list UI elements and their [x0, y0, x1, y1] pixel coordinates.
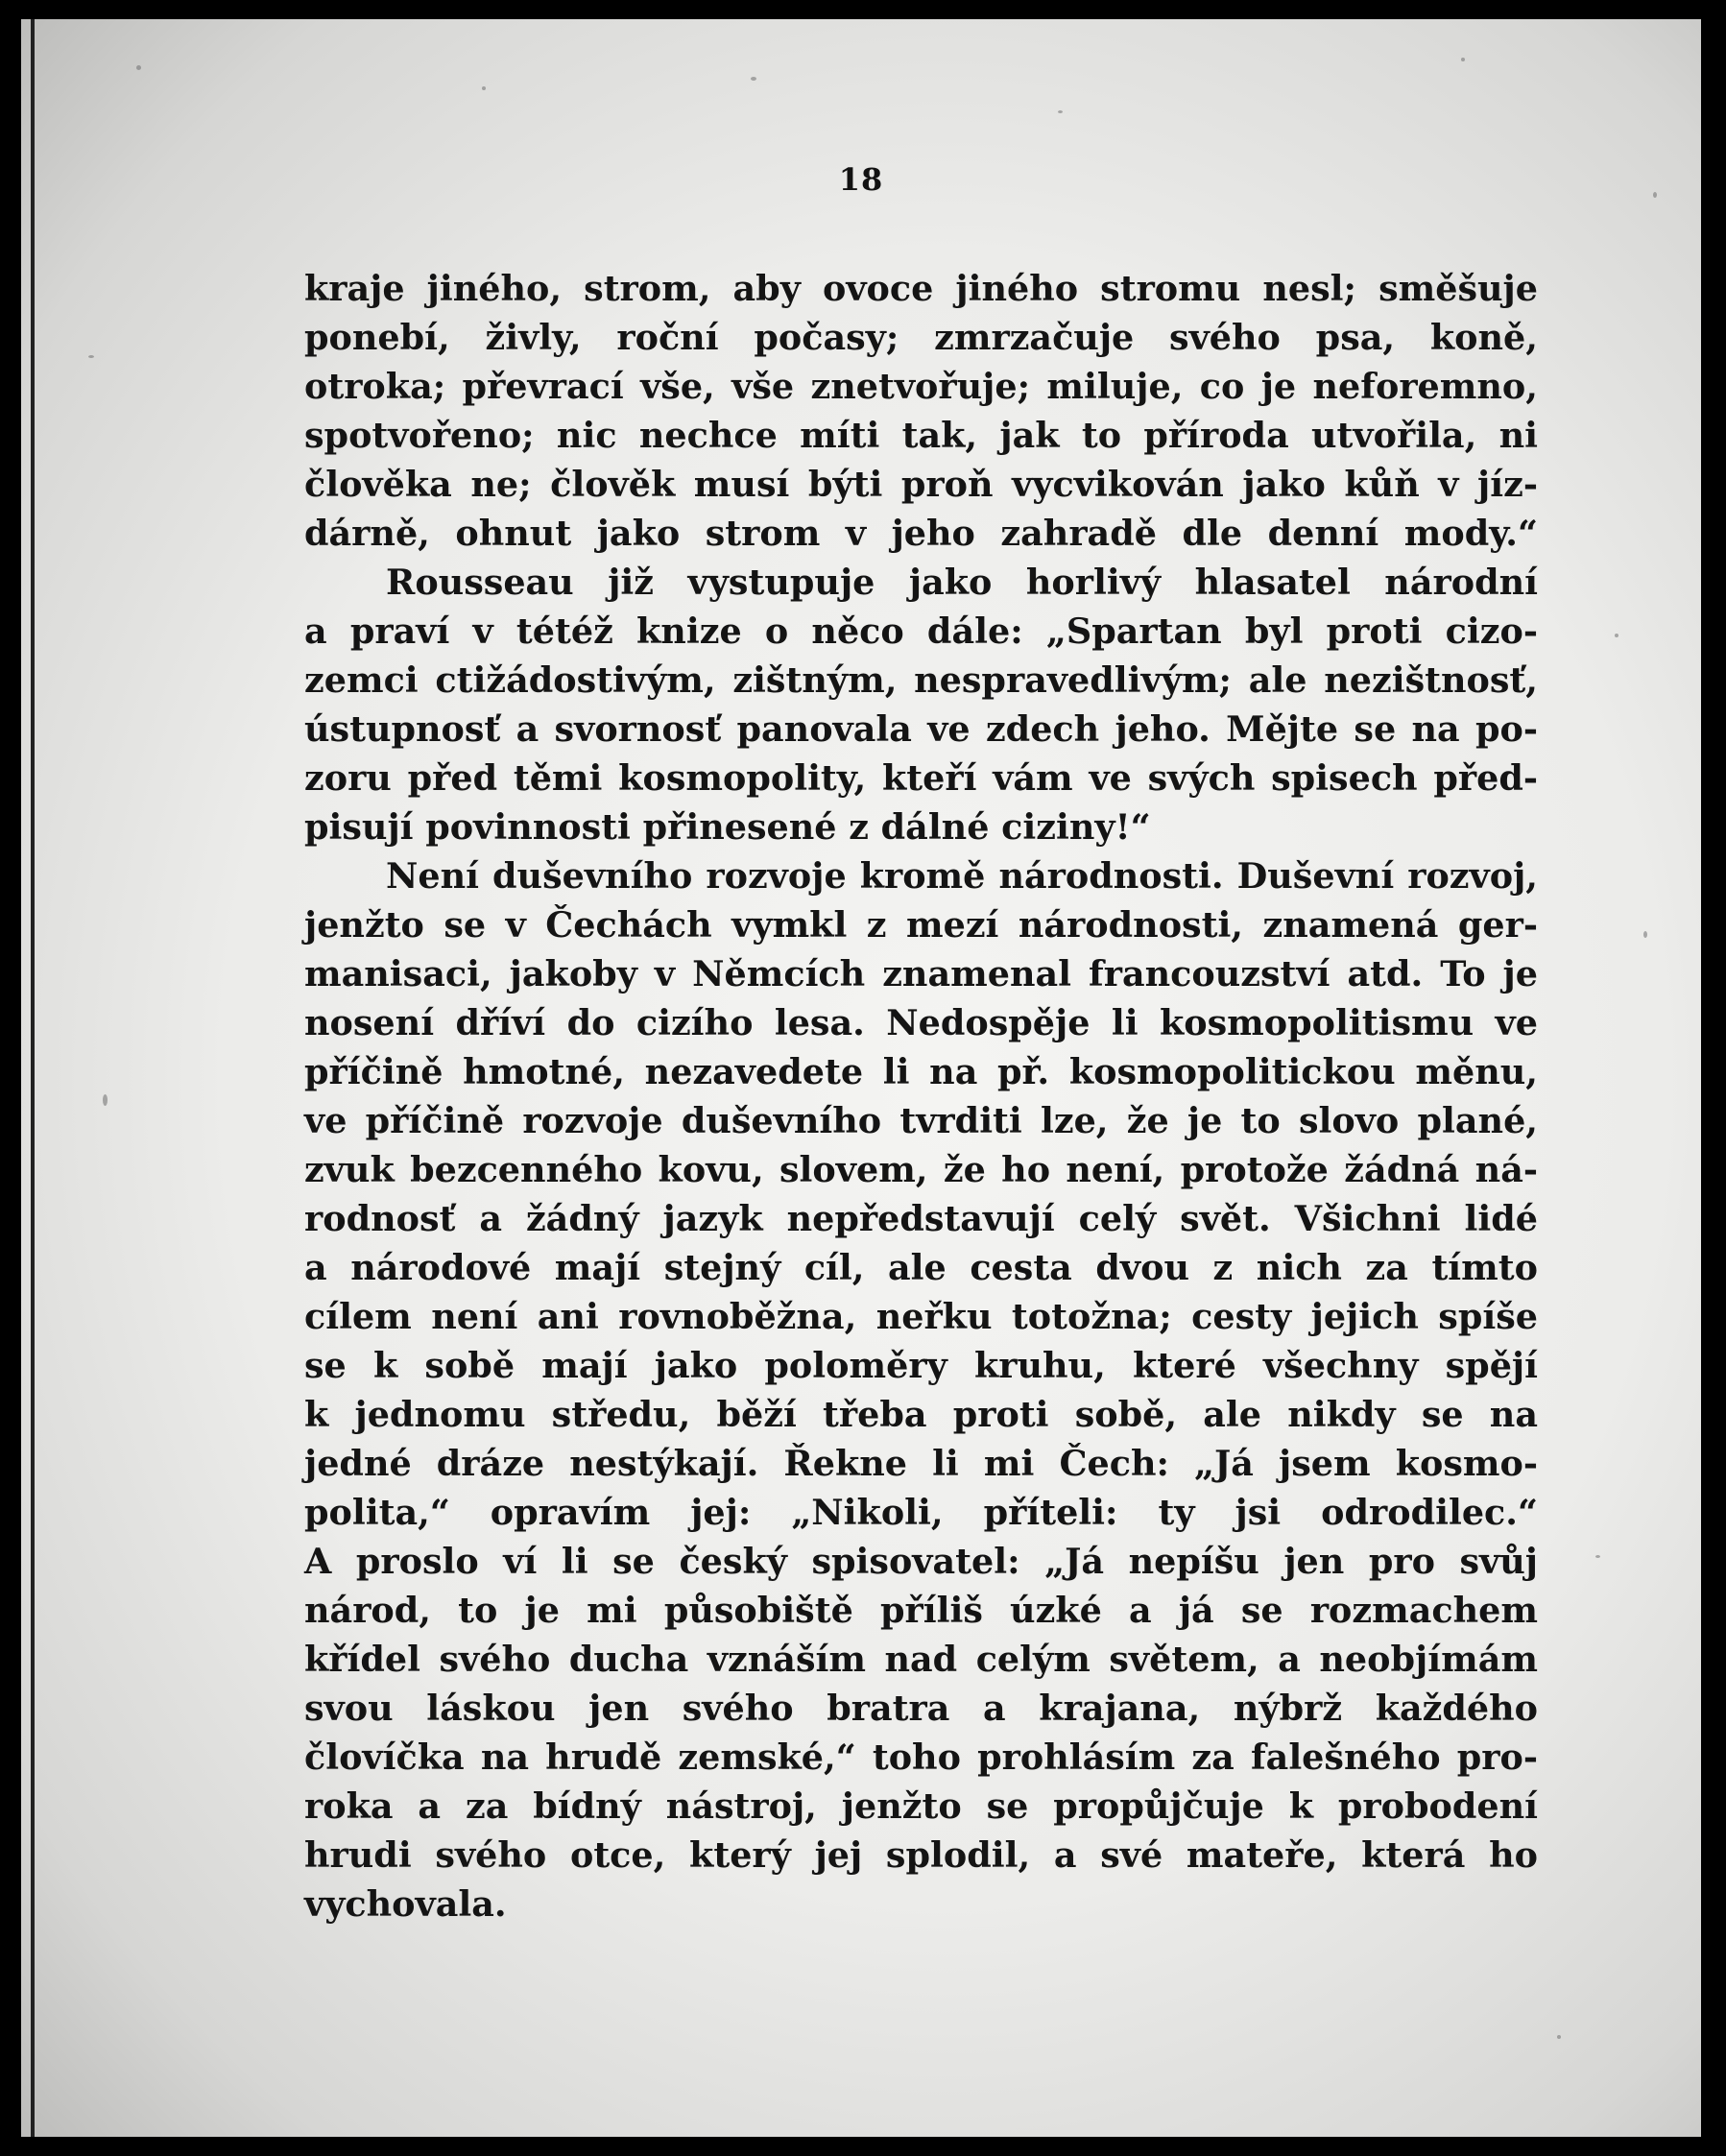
text-line: zoru před těmi kosmopolity, kteří vám ve svých spisech před-: [304, 757, 1538, 799]
text-line: nosení dříví do cizího lesa. Nedospěje li kosmopolitismu ve: [304, 1002, 1538, 1043]
text-line: jenžto se v Čechách vymkl z mezí národnosti, znamená ger-: [304, 904, 1538, 946]
text-line: a národové mají stejný cíl, ale cesta dvou z nich za tímto: [304, 1247, 1538, 1288]
text-line: zemci ctižádostivým, zištným, nespravedlivým; ale nezištnosť,: [304, 659, 1538, 701]
text-line: roka a za bídný nástroj, jenžto se propůjčuje k probodení: [304, 1785, 1538, 1827]
page-number: 18: [838, 161, 884, 198]
text-line: příčině hmotné, nezavedete li na př. kosmopolitickou měnu,: [304, 1051, 1538, 1092]
text-line: polita,“ opravím jej: „Nikoli, příteli: ty jsi odrodilec.“: [304, 1492, 1538, 1533]
speckle: [136, 65, 141, 70]
speckle: [482, 86, 486, 90]
speckle: [751, 77, 756, 81]
speckle: [1557, 2035, 1561, 2039]
text-line: rodnosť a žádný jazyk nepředstavují celý svět. Všichni lidé: [304, 1198, 1538, 1239]
text-line: ponebí, živly, roční počasy; zmrzačuje svého psa, koně,: [304, 317, 1538, 358]
body-text: [304, 264, 1538, 1928]
text-line: hrudi svého otce, který jej splodil, a své mateře, která ho: [304, 1834, 1538, 1876]
text-line: pisují povinnosti přinesené z dálné ciziny!“: [304, 806, 1151, 848]
text-line: A proslo ví li se český spisovatel: „Já nepíšu jen pro svůj: [304, 1541, 1538, 1582]
text-line: cílem není ani rovnoběžna, neřku totožna; cesty jejich spíše: [304, 1296, 1538, 1337]
text-line: Rousseau již vystupuje jako horlivý hlasatel národní: [386, 562, 1538, 603]
text-line: se k sobě mají jako poloměry kruhu, které všechny spějí: [304, 1345, 1538, 1386]
speckle: [1058, 110, 1063, 113]
text-line: jedné dráze nestýkají. Řekne li mi Čech: „Já jsem kosmo-: [304, 1443, 1538, 1484]
text-line: človíčka na hrudě zemské,“ toho prohlásím za falešného pro-: [304, 1737, 1538, 1778]
speckle: [1615, 634, 1618, 637]
text-line: vychovala.: [304, 1883, 507, 1925]
text-line: kraje jiného, strom, aby ovoce jiného stromu nesl; směšuje: [304, 268, 1538, 309]
speckle: [1595, 1555, 1600, 1558]
text-line: ve příčině rozvoje duševního tvrditi lze, že je to slovo plané,: [304, 1100, 1538, 1141]
text-line: národ, to je mi působiště příliš úzké a já se rozmachem: [304, 1590, 1538, 1631]
text-line: ústupnosť a svornosť panovala ve zdech jeho. Mějte se na po-: [304, 708, 1538, 750]
binding-edge: [31, 19, 35, 2137]
text-line: spotvořeno; nic nechce míti tak, jak to příroda utvořila, ni: [304, 415, 1538, 456]
text-line: k jednomu středu, běží třeba proti sobě, ale nikdy se na: [304, 1394, 1538, 1435]
text-line: a praví v tétéž knize o něco dále: „Spartan byl proti cizo-: [304, 611, 1538, 652]
text-line: svou láskou jen svého bratra a krajana, nýbrž každého: [304, 1688, 1538, 1729]
text-line: křídel svého ducha vznáším nad celým světem, a neobjímám: [304, 1639, 1538, 1680]
text-line: manisaci, jakoby v Němcích znamenal francouzství atd. To je: [304, 953, 1538, 994]
text-line: dárně, ohnut jako strom v jeho zahradě dle denní mody.“: [304, 513, 1538, 554]
text-line: otroka; převrací vše, vše znetvořuje; miluje, co je neforemno,: [304, 366, 1538, 407]
speckle: [103, 1094, 108, 1106]
text-line: člověka ne; člověk musí býti proň vycvikován jako kůň v jíz-: [304, 464, 1538, 505]
book-page: [21, 19, 1701, 2137]
speckle: [1461, 58, 1465, 61]
text-line: Není duševního rozvoje kromě národnosti. Duševní rozvoj,: [386, 855, 1538, 897]
speckle: [1643, 931, 1647, 938]
speckle: [88, 355, 94, 358]
text-line: zvuk bezcenného kovu, slovem, že ho není, protože žádná ná-: [304, 1149, 1538, 1190]
